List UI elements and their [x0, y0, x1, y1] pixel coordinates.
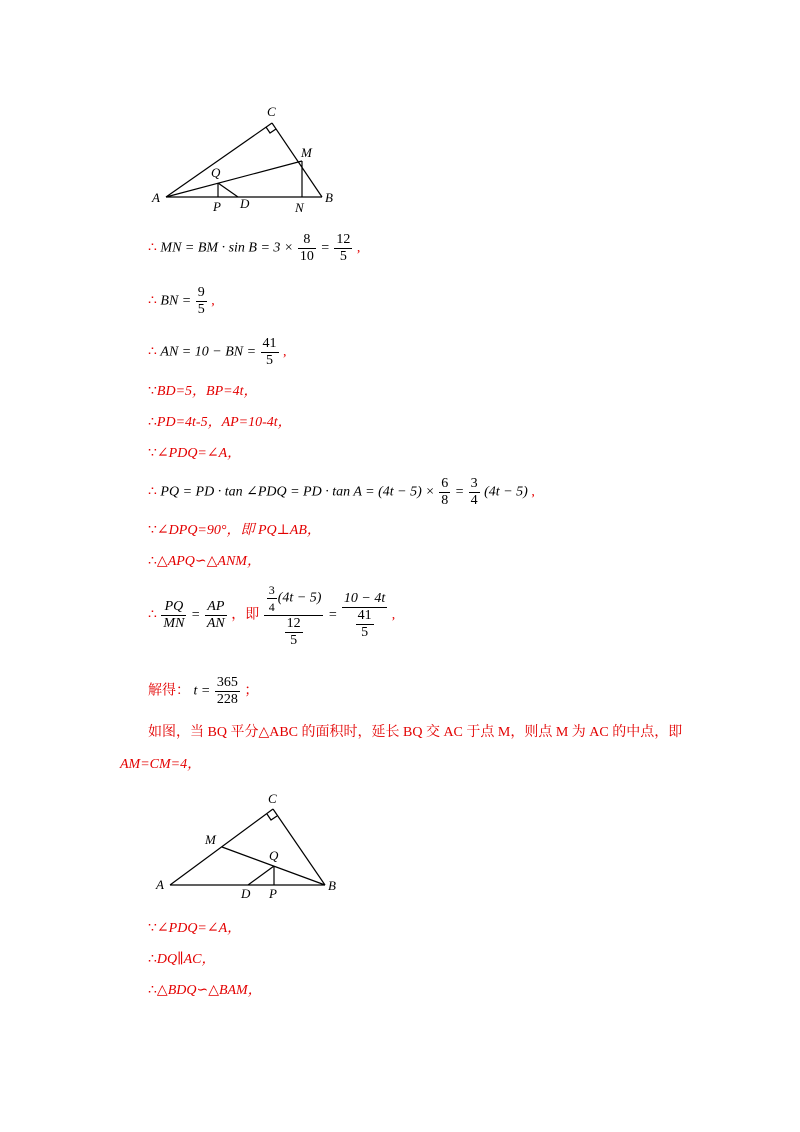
step-similar-1: ∴△APQ∽△ANM， — [148, 554, 261, 569]
step-bn: ∴ BN = $\frac{9}{5}$ , — [148, 285, 215, 317]
label-P: P — [269, 886, 277, 901]
label-B: B — [325, 190, 333, 205]
step-ratio: ∴ $\frac{PQ}{MN}$ = $\frac{AP}{AN}$ ，即 $\frac{3}{4}$ (4t − 5) $\frac{12}{5}$ = $\frac{10 - 4t}{\frac{41}{5}}$ , — [148, 583, 396, 648]
step-angle: ∵∠PDQ=∠A， — [148, 446, 242, 461]
step-similar-2: ∴△BDQ∽△BAM， — [148, 983, 262, 998]
label-M: M — [205, 832, 216, 847]
label-Q: Q — [269, 848, 279, 863]
label-A: A — [156, 877, 164, 892]
step-bd-bp: ∵BD=5，BP=4t， — [148, 384, 258, 399]
label-N: N — [295, 200, 304, 215]
step-mn: ∴ MN = BM · sin B = 3 × $\frac{8}{10}$ = $\frac{12}{5}$ , — [148, 232, 361, 264]
step-dpq: ∵∠DPQ=90°，即 PQ⊥AB， — [148, 523, 321, 538]
figure-triangle-1 — [148, 100, 348, 215]
step-pq: ∴ PQ = PD · tan ∠PDQ = PD · tan A = (4t − 5) × $\frac{6}{8}$ = $\frac{3}{4}$ (4t − 5) , — [148, 476, 535, 508]
step-solve: 解得： t = $\frac{365}{228}$ ； — [148, 675, 259, 707]
step-angle-2: ∵∠PDQ=∠A， — [148, 921, 242, 936]
paragraph-line-1: 如图，当 BQ 平分△ABC 的面积时，延长 BQ 交 AC 于点 M，则点 M 为 AC 的中点，即 — [148, 725, 683, 740]
case-paragraph-2 — [120, 750, 660, 780]
step-parallel: ∴DQ∥AC， — [148, 952, 216, 967]
label-D: D — [241, 886, 251, 901]
label-P: P — [213, 199, 221, 214]
case-paragraph — [148, 718, 688, 748]
label-C: C — [268, 791, 277, 806]
label-M: M — [301, 145, 312, 160]
label-A: A — [152, 190, 160, 205]
step-pd-ap: ∴PD=4t-5，AP=10-4t， — [148, 415, 292, 430]
label-B: B — [328, 878, 336, 893]
step-an: ∴ AN = 10 − BN = $\frac{41}{5}$ , — [148, 336, 287, 368]
label-Q: Q — [211, 165, 221, 180]
paragraph-line-2: AM=CM=4， — [120, 757, 202, 772]
label-C: C — [267, 104, 276, 119]
label-D: D — [240, 196, 250, 211]
figure-triangle-2 — [148, 788, 348, 903]
